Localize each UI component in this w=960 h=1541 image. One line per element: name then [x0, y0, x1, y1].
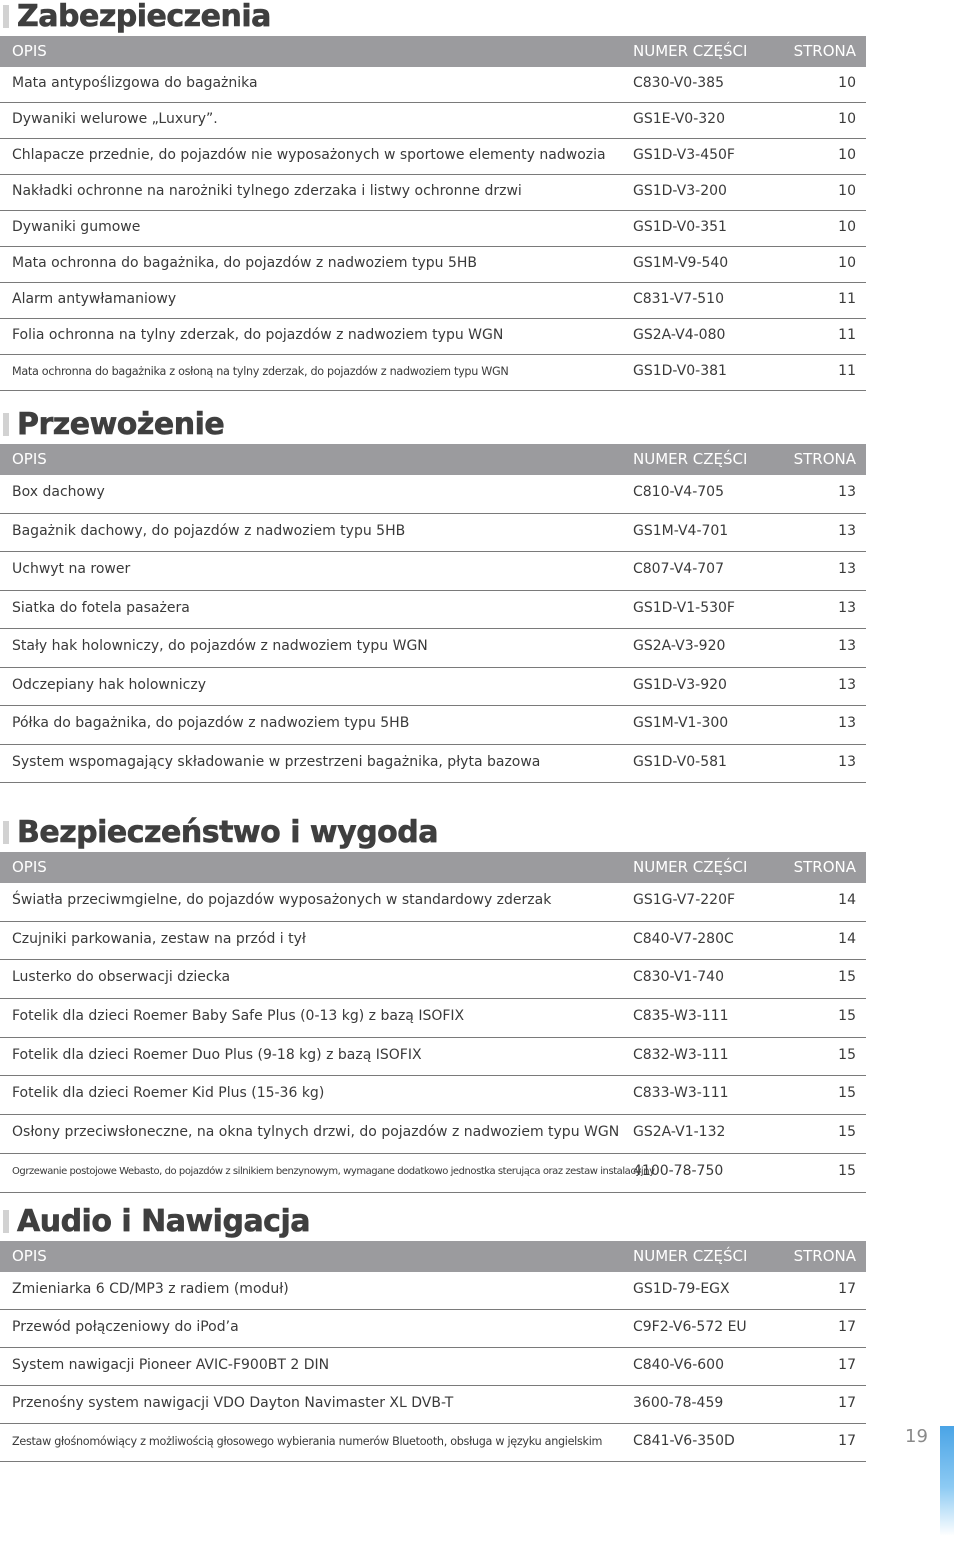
row-page: 13 [838, 715, 856, 731]
row-part-number: 3600-78-459 [633, 1395, 724, 1411]
row-part-number: C830-V1-740 [633, 969, 724, 986]
row-description: Lusterko do obserwacji dziecka [12, 969, 231, 986]
table-row [0, 883, 866, 922]
row-description: Folia ochronna na tylny zderzak, do pojazdów z nadwoziem typu WGN [12, 327, 504, 343]
row-page: 15 [838, 969, 856, 986]
row-description: System wspomagający składowanie w przestrzeni bagażnika, płyta bazowa [12, 753, 541, 770]
row-page: 14 [838, 930, 856, 947]
row-part-number: C835-W3-111 [633, 1008, 729, 1025]
page-edge-accent [940, 1426, 954, 1536]
table-row [0, 319, 866, 355]
table-row [0, 1310, 866, 1348]
row-description: Siatka do fotela pasażera [12, 599, 190, 616]
row-description: System nawigacji Pioneer AVIC-F900BT 2 DIN [12, 1357, 330, 1373]
row-description: Ogrzewanie postojowe Webasto, do pojazdów z silnikiem benzynowym, wymagane dodatkowo jednostka sterująca oraz zestaw instalacyjny [12, 1165, 655, 1177]
row-page: 15 [838, 1085, 856, 1102]
table-row [0, 1424, 866, 1462]
row-page: 13 [838, 522, 856, 539]
row-description: Fotelik dla dzieci Roemer Baby Safe Plus (0-13 kg) z bazą ISOFIX [12, 1008, 465, 1025]
table-row [0, 745, 866, 784]
row-description: Zmieniarka 6 CD/MP3 z radiem (moduł) [12, 1281, 289, 1297]
section-heading: Zabezpieczenia [17, 0, 271, 34]
header-page: STRONA [793, 858, 856, 876]
table-header [0, 852, 866, 883]
table-row [0, 247, 866, 283]
section-heading: Bezpieczeństwo i wygoda [17, 815, 438, 850]
header-part-number: NUMER CZĘŚCI [633, 858, 748, 876]
header-desc: OPIS [12, 42, 47, 60]
row-part-number: GS2A-V4-080 [633, 327, 726, 343]
table-row [0, 1348, 866, 1386]
row-description: Stały hak holowniczy, do pojazdów z nadwoziem typu WGN [12, 638, 428, 654]
row-part-number: GS1D-V3-450F [633, 147, 735, 163]
row-part-number: C840-V6-600 [633, 1357, 724, 1373]
table-body [0, 67, 866, 391]
table-row [0, 1272, 866, 1310]
row-description: Mata ochronna do bagażnika z osłoną na tylny zderzak, do pojazdów z nadwoziem typu WGN [12, 365, 509, 378]
row-part-number: GS1M-V4-701 [633, 522, 729, 539]
row-description: Zestaw głośnomówiący z możliwością głosowego wybierania numerów Bluetooth, obsługa w języku angielskim [12, 1435, 603, 1448]
row-page: 10 [838, 147, 856, 163]
table-row [0, 283, 866, 319]
row-part-number: GS1E-V0-320 [633, 111, 725, 127]
row-page: 15 [838, 1162, 856, 1179]
section-przewozenie [0, 408, 866, 783]
table-row [0, 668, 866, 707]
row-part-number: C840-V7-280C [633, 930, 734, 947]
title-accent-bar [3, 5, 9, 28]
row-page: 13 [838, 753, 856, 770]
table-body [0, 1272, 866, 1462]
table-row [0, 1386, 866, 1424]
table-row [0, 1038, 866, 1077]
table-row [0, 175, 866, 211]
row-part-number: GS1D-V0-381 [633, 363, 727, 379]
row-part-number: C831-V7-510 [633, 291, 724, 307]
table-row [0, 1115, 866, 1154]
row-part-number: C810-V4-705 [633, 484, 724, 500]
row-description: Dywaniki welurowe „Luxury”. [12, 111, 218, 127]
row-page: 17 [838, 1433, 856, 1449]
row-page: 14 [838, 892, 856, 908]
table-row [0, 922, 866, 961]
table-row [0, 591, 866, 630]
table-row [0, 1154, 866, 1193]
row-page: 13 [838, 676, 856, 693]
row-description: Mata ochronna do bagażnika, do pojazdów z nadwoziem typu 5HB [12, 255, 478, 271]
row-description: Chlapacze przednie, do pojazdów nie wyposażonych w sportowe elementy nadwozia [12, 147, 606, 163]
row-part-number: GS1D-79-EGX [633, 1281, 730, 1297]
section-title [0, 1205, 866, 1238]
header-page: STRONA [793, 450, 856, 468]
row-page: 10 [838, 219, 856, 235]
row-part-number: GS2A-V3-920 [633, 638, 726, 654]
table-row [0, 103, 866, 139]
row-description: Odczepiany hak holowniczy [12, 676, 206, 693]
section-title [0, 0, 866, 33]
row-description: Fotelik dla dzieci Roemer Kid Plus (15-36 kg) [12, 1085, 325, 1102]
header-part-number: NUMER CZĘŚCI [633, 1247, 748, 1265]
table-header [0, 444, 866, 475]
row-page: 10 [838, 75, 856, 91]
row-description: Alarm antywłamaniowy [12, 291, 177, 307]
table-row [0, 960, 866, 999]
table-header [0, 1241, 866, 1272]
row-description: Czujniki parkowania, zestaw na przód i tył [12, 930, 306, 947]
table-body [0, 883, 866, 1193]
row-description: Box dachowy [12, 484, 105, 500]
table-row [0, 211, 866, 247]
row-part-number: C841-V6-350D [633, 1433, 735, 1449]
section-heading: Przewożenie [17, 407, 225, 442]
table-row [0, 514, 866, 553]
header-desc: OPIS [12, 1247, 47, 1265]
header-desc: OPIS [12, 450, 47, 468]
row-description: Nakładki ochronne na narożniki tylnego zderzaka i listwy ochronne drzwi [12, 183, 522, 199]
row-part-number: GS1D-V3-200 [633, 183, 727, 199]
row-description: Światła przeciwmgielne, do pojazdów wyposażonych w standardowy zderzak [12, 892, 552, 908]
section-heading: Audio i Nawigacja [17, 1204, 310, 1239]
section-audio-i-nawigacja [0, 1205, 866, 1462]
title-accent-bar [3, 821, 9, 844]
row-page: 13 [838, 561, 856, 577]
row-part-number: C833-W3-111 [633, 1085, 729, 1102]
row-page: 10 [838, 183, 856, 199]
row-part-number: C807-V4-707 [633, 561, 724, 577]
table-row [0, 1076, 866, 1115]
row-part-number: GS1M-V1-300 [633, 715, 729, 731]
table-row [0, 629, 866, 668]
row-description: Osłony przeciwsłoneczne, na okna tylnych drzwi, do pojazdów z nadwoziem typu WGN [12, 1124, 620, 1141]
row-page: 11 [838, 327, 856, 343]
table-row [0, 355, 866, 391]
row-page: 13 [838, 484, 856, 500]
row-part-number: GS2A-V1-132 [633, 1124, 726, 1141]
row-part-number: C9F2-V6-572 EU [633, 1319, 747, 1335]
row-part-number: GS1M-V9-540 [633, 255, 729, 271]
row-page: 13 [838, 638, 856, 654]
row-description: Półka do bagażnika, do pojazdów z nadwoziem typu 5HB [12, 715, 410, 731]
row-page: 17 [838, 1357, 856, 1373]
row-description: Dywaniki gumowe [12, 219, 141, 235]
row-page: 10 [838, 255, 856, 271]
row-page: 10 [838, 111, 856, 127]
table-row [0, 999, 866, 1038]
row-description: Uchwyt na rower [12, 561, 131, 577]
header-desc: OPIS [12, 858, 47, 876]
row-page: 15 [838, 1124, 856, 1141]
row-part-number: C832-W3-111 [633, 1046, 729, 1063]
header-page: STRONA [793, 42, 856, 60]
table-row [0, 139, 866, 175]
section-title [0, 408, 866, 441]
row-description: Przenośny system nawigacji VDO Dayton Navimaster XL DVB-T [12, 1395, 454, 1411]
section-zabezpieczenia [0, 0, 866, 391]
row-page: 17 [838, 1281, 856, 1297]
row-page: 17 [838, 1395, 856, 1411]
table-row [0, 67, 866, 103]
row-page: 17 [838, 1319, 856, 1335]
row-page: 11 [838, 363, 856, 379]
header-page: STRONA [793, 1247, 856, 1265]
table-header [0, 36, 866, 67]
table-row [0, 706, 866, 745]
header-part-number: NUMER CZĘŚCI [633, 42, 748, 60]
row-page: 15 [838, 1008, 856, 1025]
table-body [0, 475, 866, 783]
section-bezpieczenstwo-i-wygoda [0, 816, 866, 1193]
row-part-number: GS1G-V7-220F [633, 892, 736, 908]
title-accent-bar [3, 1210, 9, 1233]
title-accent-bar [3, 413, 9, 436]
page-number: 19 [905, 1426, 928, 1447]
table-row [0, 552, 866, 591]
table-row [0, 475, 866, 514]
section-title [0, 816, 866, 849]
row-description: Fotelik dla dzieci Roemer Duo Plus (9-18 kg) z bazą ISOFIX [12, 1046, 422, 1063]
row-part-number: C830-V0-385 [633, 75, 724, 91]
row-description: Mata antypoślizgowa do bagażnika [12, 75, 258, 91]
row-part-number: GS1D-V3-920 [633, 676, 727, 693]
header-part-number: NUMER CZĘŚCI [633, 450, 748, 468]
row-page: 13 [838, 599, 856, 616]
row-description: Przewód połączeniowy do iPod’a [12, 1319, 239, 1335]
row-page: 11 [838, 291, 856, 307]
row-page: 15 [838, 1046, 856, 1063]
row-part-number: GS1D-V0-581 [633, 753, 727, 770]
row-part-number: 4100-78-750 [633, 1162, 724, 1179]
row-part-number: GS1D-V1-530F [633, 599, 735, 616]
row-part-number: GS1D-V0-351 [633, 219, 727, 235]
row-description: Bagażnik dachowy, do pojazdów z nadwoziem typu 5HB [12, 522, 406, 539]
